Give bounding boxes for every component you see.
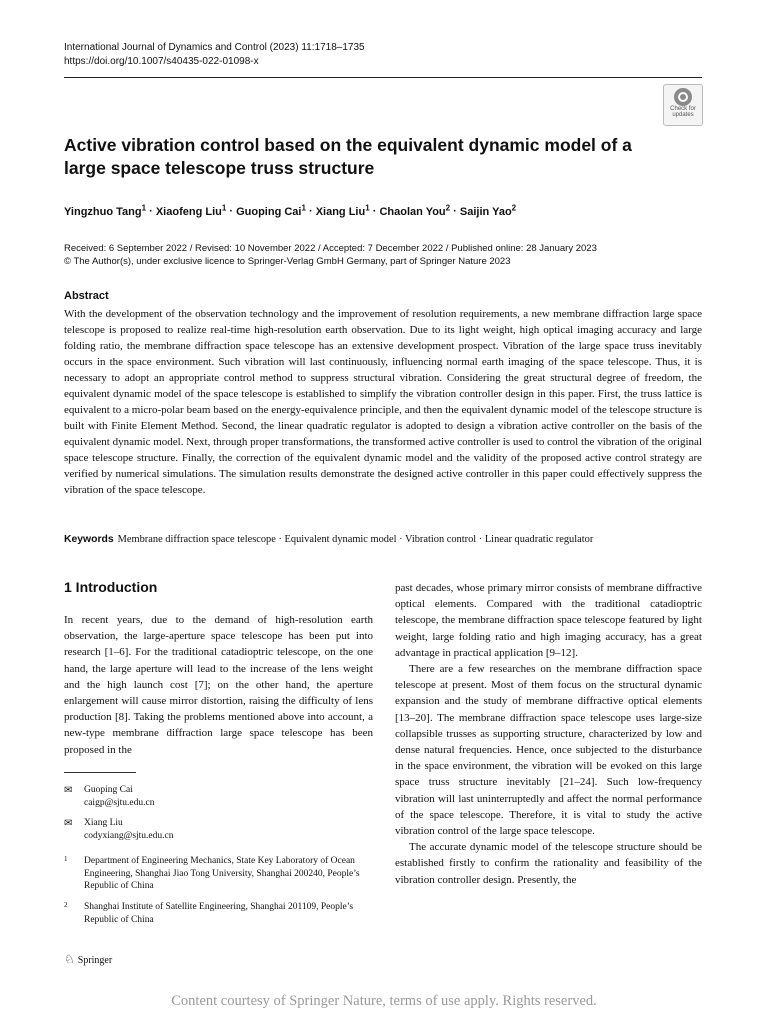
- copyright-line: © The Author(s), under exclusive licence to Springer-Verlag GmbH Germany, part of Springer Nature 2023: [64, 256, 511, 267]
- check-for-updates-badge[interactable]: [663, 84, 703, 126]
- author-affiliation-mark: 1: [141, 203, 147, 212]
- affiliation-number: 1: [64, 855, 68, 863]
- abstract-heading: Abstract: [64, 290, 109, 302]
- author-name[interactable]: Saijin Yao$^2$: [459, 203, 517, 218]
- affiliation-text: Shanghai Institute of Satellite Engineering, Shanghai 201109, People’s Republic of China: [84, 902, 354, 925]
- affiliation-text: Department of Engineering Mechanics, State Key Laboratory of Ocean Engineering, Shanghai Jiao Tong University, Shanghai 200240, People’s Republic of China: [84, 856, 360, 891]
- contact-email[interactable]: caigp@sjtu.edu.cn: [84, 797, 155, 808]
- corresponding-author: [64, 784, 154, 809]
- affiliation: [64, 855, 364, 893]
- intro-right-column: [395, 580, 702, 888]
- badge-label-2: updates: [672, 112, 694, 118]
- author-separator: ·: [226, 205, 237, 218]
- envelope-icon: ✉: [64, 818, 73, 829]
- header-divider: [64, 77, 702, 78]
- intro-left-column: In recent years, due to the demand of high-resolution earth observation, the large-aperture space telescope has been put into research [1–6]. For the traditional catadioptric telescope, on the one hand, the large aperture will lead to the increase of the lens weight and the high launch cost [7]; on the other hand, the aperture enlargement will cause mirror distortion, raising the difficulty of lens production [8]. Taking the problems mentioned above into account, a new-type membrane diffraction large space telescope has been proposed in the: [64, 614, 373, 756]
- author-affiliation-mark: 1: [221, 203, 227, 212]
- envelope-icon: ✉: [64, 785, 73, 796]
- section-heading: 1 Introduction: [64, 579, 158, 595]
- author-separator: ·: [450, 205, 460, 218]
- author-separator: ·: [305, 205, 316, 218]
- badge-label-1: Check for: [670, 106, 696, 112]
- footnote-divider: [64, 772, 136, 773]
- affiliation-number: 2: [64, 901, 68, 909]
- affiliation: [64, 901, 364, 926]
- author-name[interactable]: Guoping Cai$^1$: [236, 203, 306, 218]
- paper-title: Active vibration control based on the equivalent dynamic model of a large space telescope truss structure: [64, 135, 632, 178]
- journal-citation: International Journal of Dynamics and Control (2023) 11:1718–1735: [64, 42, 365, 53]
- contact-name: Guoping Cai: [84, 785, 133, 795]
- check-updates-icon: [674, 88, 692, 106]
- author-affiliation-mark: 1: [365, 203, 370, 212]
- intro-paragraph: The accurate dynamic model of the telescope structure should be established firstly to confirm the rationality and feasibility of the vibration controller design. Presently, the: [395, 841, 702, 886]
- author-list: [64, 203, 516, 218]
- author-name[interactable]: Yingzhuo Tang$^1$: [64, 203, 147, 218]
- author-separator: ·: [146, 205, 156, 218]
- keywords-line: [64, 534, 724, 545]
- author-affiliation-mark: 2: [511, 203, 517, 212]
- author-name[interactable]: Chaolan You$^2$: [379, 203, 451, 218]
- keywords-label: Keywords: [64, 534, 114, 545]
- author-affiliation-mark: 2: [445, 203, 451, 212]
- contact-name: Xiang Liu: [84, 818, 123, 828]
- springer-horse-icon: ♘: [64, 952, 75, 966]
- contact-email[interactable]: codyxiang@sjtu.edu.cn: [84, 830, 174, 841]
- author-affiliation-mark: 1: [301, 203, 306, 212]
- intro-paragraph: There are a few researches on the membrane diffraction space telescope at present. Most of them focus on the structural dynamic expansion and the study of membrane diffractive optical elements [13–20]. The membrane diffraction space telescope uses large-size collapsible trusses as supporting structure, characterized by low and dense natural frequencies. Hence, once subjected to the disturbance in the space environment, the vibration will be evoked on this large space truss structure inevitably [21–24]. Such low-frequency vibration will last uninterruptedly and affect the normal performance of the space telescope. Therefore, it is vital to study the active vibration control of the large space telescope.: [395, 663, 702, 838]
- history-dates: Received: 6 September 2022 / Revised: 10 November 2022 / Accepted: 7 December 2022 / Published online: 28 January 2023: [64, 243, 597, 254]
- publisher-logo: [64, 952, 112, 967]
- publication-dates: [64, 242, 597, 268]
- corresponding-author: [64, 817, 173, 842]
- courtesy-notice: Content courtesy of Springer Nature, terms of use apply. Rights reserved.: [171, 993, 597, 1009]
- doi-link[interactable]: https://doi.org/10.1007/s40435-022-01098-x: [64, 56, 259, 67]
- abstract-text: With the development of the observation technology and the improvement of resolution requirements, a new membrane diffraction large space telescope is proposed to realize real-time high-resolution earth observation. Due to its light weight, high optical imaging accuracy and large folding ratio, the membrane diffraction space telescope has an extensive development prospect. Vibration of the large space truss inevitably occurs in the space environment. Such vibration will last continuously, influencing normal earth imaging of the space telescope. Thus, it is necessary to adopt an appropriate control method to suppress structural vibration. Considering the great structural degree of freedom, the equivalent dynamic model of the space telescope is established to simplify the vibration controller design in this paper. First, the truss lattice is equivalent to a micro-polar beam based on the energy-equivalence principle, and then the equivalent dynamic model of the telescope structure is built with Finite Element Method. Second, the linear quadratic regulator is adopted to design a vibration active controller on the basis of the equivalent dynamic model. Next, through proper transformations, the transformed active controller is used to control the vibration of the original space telescope structure. Finally, the correction of the equivalent dynamic model and the validity of the proposed active control strategy are verified by numerical simulations. The simulation results demonstrate the designed active controller in this paper could effectively suppress the vibration of the space telescope.: [64, 308, 702, 496]
- publisher-name: Springer: [77, 955, 113, 966]
- author-name[interactable]: Xiang Liu$^1$: [315, 203, 370, 218]
- author-name[interactable]: Xiaofeng Liu$^1$: [155, 203, 227, 218]
- keywords-text: Membrane diffraction space telescope · Equivalent dynamic model · Vibration control · Linear quadratic regulator: [117, 534, 594, 545]
- author-separator: ·: [369, 205, 380, 218]
- intro-paragraph: past decades, whose primary mirror consists of membrane diffractive optical elements. Compared with the traditional catadioptric telescope, the membrane diffraction space telescope featured by light weight, large folding ratio and high imaging accuracy, has a great advantage in practical application [9–12].: [395, 582, 702, 659]
- journal-header: [64, 41, 365, 69]
